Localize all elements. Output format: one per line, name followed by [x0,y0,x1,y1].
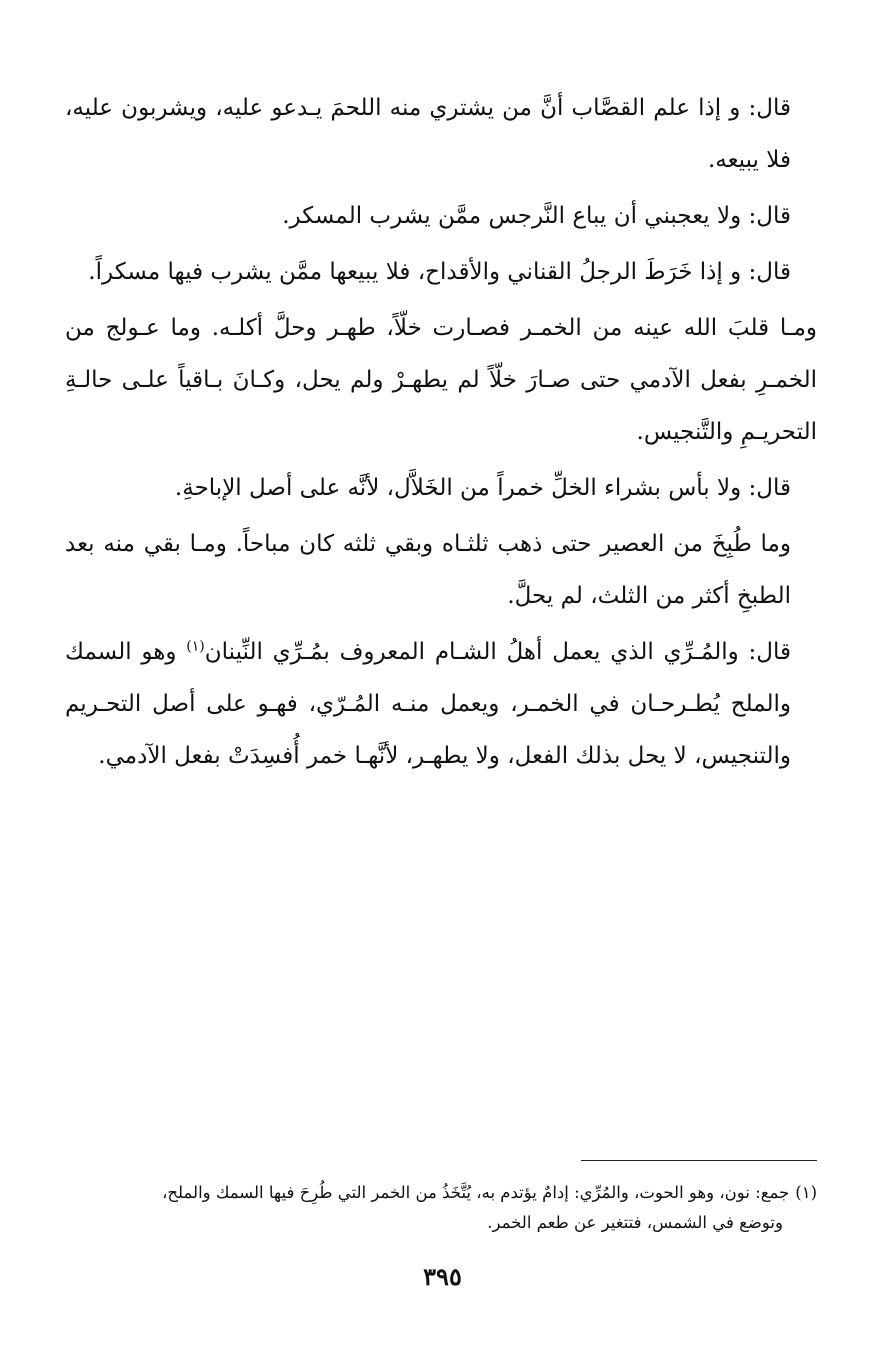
paragraph-4: ومـا قلبَ الله عينه من الخمـر فصـارت خلّاً، طهـر وحلَّ أكلـه. وما عـولج من الخمـرِ بفعل الآدمي حتى صـارَ خلّاً لم يطهـرْ ولم يحل، وكـانَ بـاقياً علـى حالـةِ التحريـمِ والتَّنجيس. [65,315,817,445]
paragraph-6: وما طُبِخَ من العصير حتى ذهب ثلثـاه وبقي ثلثه كان مباحاً. ومـا بقي منه بعد الطبخِ أكثر من الثلث، لم يحلَّ. [65,531,791,609]
paragraph-3: قال: و إذا خَرَطَ الرجلُ القناني والأقداح، فلا يبيعها ممَّن يشرب فيها مسكراً. [88,259,791,285]
footnote [65,1178,817,1238]
paragraph-7-end: وهو السمك والملح يُطـرحـان في الخمـر، ويعمل منـه المُـرّي، فهـو على أصل التحـريم والتنجيس، لا يحل بذلك الفعل، ولا يطهـر، لأنَّهـا خمر أُفسِدَتْ بفعل الآدمي. [65,639,791,769]
footnote-number: (١) [795,1183,817,1202]
footnote-divider [581,1160,817,1161]
footnote-line-1: جمع: نون، وهو الحوت، والمُرِّي: إدامٌ يؤتدم به، يُتَّخَذُ من الخمر التي طُرِحَ فيها السمك والملح، [162,1183,790,1202]
paragraph-5: قال: ولا بأس بشراء الخلِّ خمراً من الخَلاَّل، لأنَّه على أصل الإباحةِ. [174,475,791,501]
paragraph-7-start: قال: والمُـرِّي الذي يعمل أهلُ الشـام المعروف بمُـرِّي النِّينان [204,639,791,665]
paragraph-1: قال: و إذا علم القصَّاب أنَّ من يشتري منه اللحمَ يـدعو عليه، ويشربون عليه، فلا يبيعه. [65,95,791,173]
paragraph-2: قال: ولا يعجبني أن يباع النَّرجس ممَّن يشرب المسكر. [282,203,791,229]
page-number: ٣٩٥ [423,1262,462,1291]
main-text [65,82,817,786]
paragraph-7 [65,626,817,782]
footnote-line-2: وتوضع في الشمس، فتتغير عن طعم الخمر. [487,1213,783,1232]
footnote-reference[interactable]: (١) [186,638,205,655]
